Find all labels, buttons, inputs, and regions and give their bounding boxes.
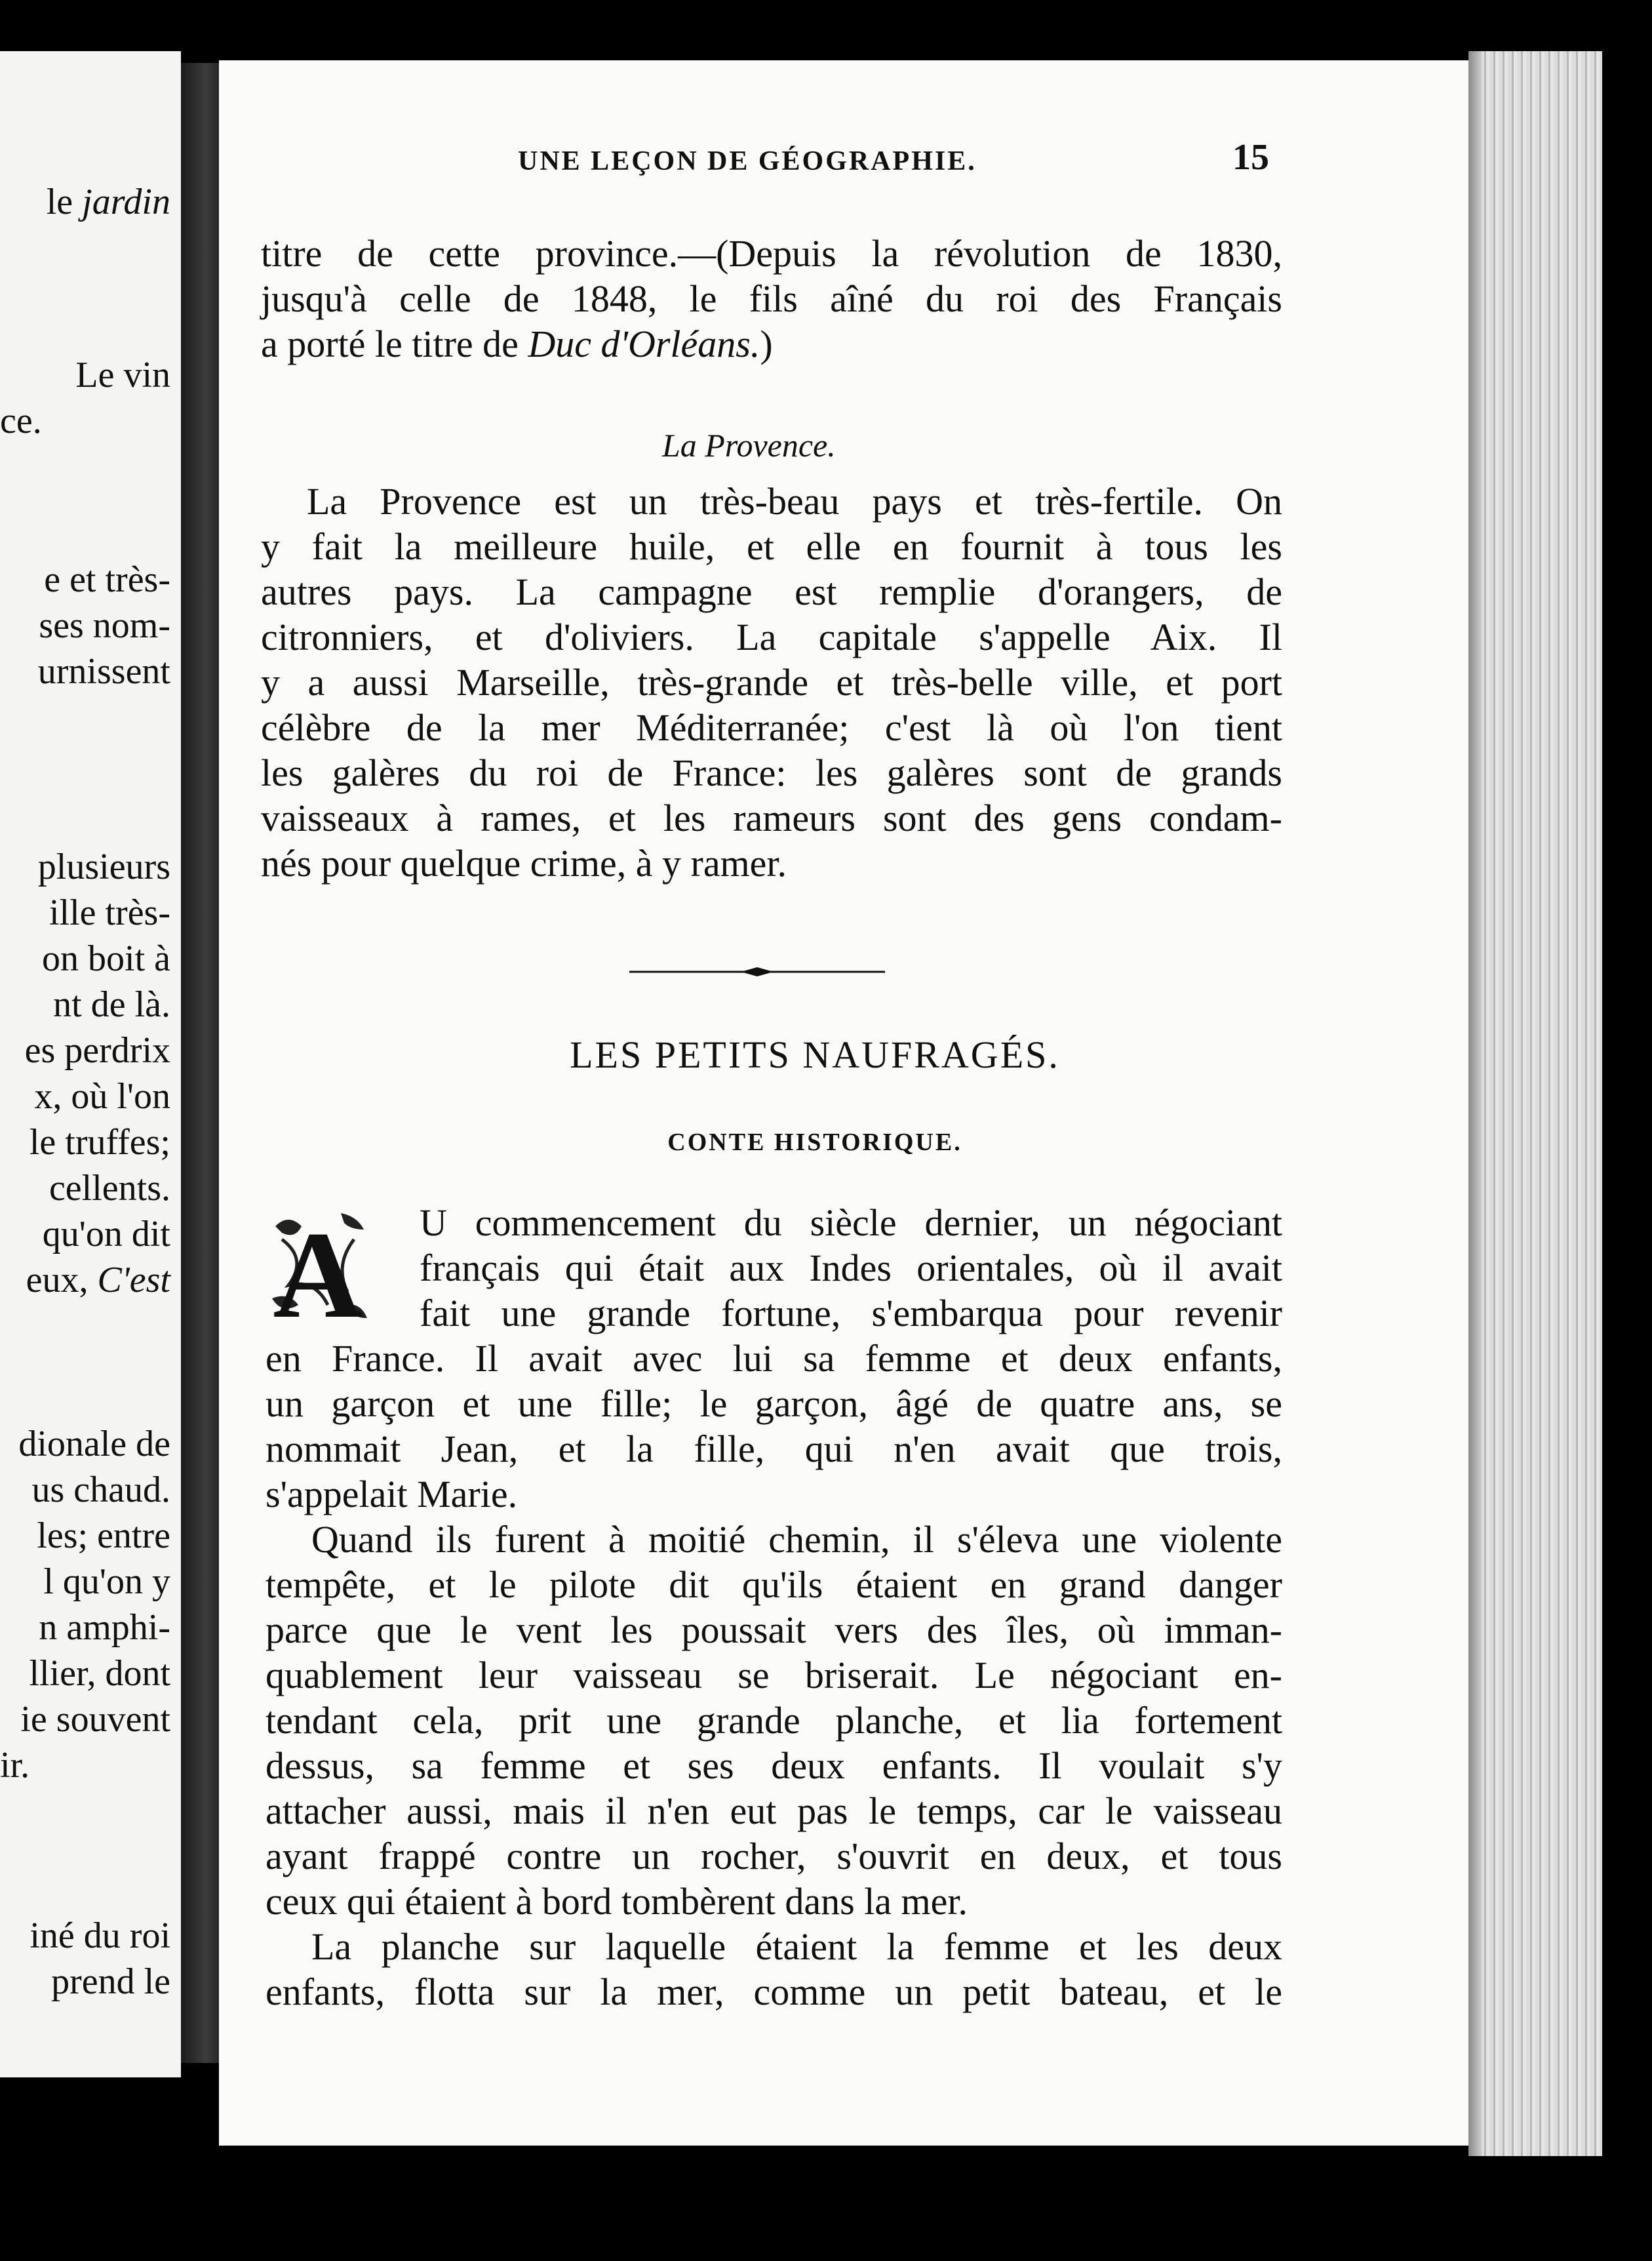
text-line: un garçon et une fille; le garçon, âgé de quatre ans, se	[266, 1382, 1282, 1425]
left-page-line: Le vin	[75, 355, 170, 395]
decorative-dropcap	[262, 1200, 374, 1331]
text-line: a porté le titre de Duc d'Orléans.)	[261, 323, 773, 365]
text-line: titre de cette province.—(Depuis la révolution de 1830,	[261, 232, 1282, 275]
running-head: UNE LEÇON DE GÉOGRAPHIE.	[518, 146, 977, 176]
left-page-line: es perdrix	[24, 1030, 170, 1071]
left-page-line: prend le	[51, 1961, 170, 2002]
left-page-line: dionale de	[18, 1424, 170, 1464]
left-page-line: us chaud.	[31, 1470, 170, 1510]
left-page-line: iné du roi	[30, 1915, 170, 1956]
left-page-line: eux, C'est	[26, 1260, 170, 1300]
text-line: y a aussi Marseille, très-grande et très-belle ville, et port	[261, 661, 1282, 704]
left-page-line: qu'on dit	[42, 1214, 170, 1254]
dropcap-letter: A	[273, 1207, 363, 1331]
page-edge-shadow	[1468, 51, 1482, 2156]
text-line: célèbre de la mer Méditerranée; c'est là où l'on tient	[261, 706, 1282, 749]
text-line: quablement leur vaisseau se briserait. Le négociant en-	[266, 1654, 1282, 1696]
story-title: LES PETITS NAUFRAGÉS.	[570, 1033, 1060, 1076]
section-title-provence: La Provence.	[662, 427, 836, 464]
page-number: 15	[1232, 137, 1269, 178]
text-line: attacher aussi, mais il n'en eut pas le temps, car le vaisseau	[266, 1790, 1282, 1832]
left-page-line: le truffes;	[29, 1122, 170, 1163]
continued-paragraph	[261, 231, 1282, 367]
left-page-line: ses nom-	[39, 605, 170, 646]
text-line: tendant cela, prit une grande planche, et lia fortement	[266, 1699, 1282, 1742]
story-paragraph-3	[266, 1924, 1282, 2014]
text-line: dessus, sa femme et ses deux enfants. Il voulait s'y	[266, 1744, 1282, 1787]
section-divider-ornament	[629, 964, 885, 980]
text-line: vaisseaux à rames, et les rameurs sont des gens condam-	[261, 797, 1282, 839]
left-page-line: llier, dont	[29, 1653, 170, 1694]
text-line: La Provence est un très-beau pays et très-fertile. On	[307, 480, 1282, 523]
text-line: enfants, flotta sur la mer, comme un petit bateau, et le	[266, 1971, 1282, 2013]
page-stack-edge	[1471, 51, 1602, 2156]
text-line: nommait Jean, et la fille, qui n'en avait que trois,	[266, 1428, 1282, 1470]
text-line: les galères du roi de France: les galères sont de grands	[261, 751, 1282, 794]
text-line: U commencement du siècle dernier, un négociant	[420, 1201, 1282, 1244]
story-paragraph-1-indented	[420, 1200, 1282, 1336]
text-line: Quand ils furent à moitié chemin, il s'éleva une violente	[311, 1518, 1282, 1561]
text-line: nés pour quelque crime, à y ramer.	[261, 842, 787, 885]
story-subtitle: CONTE HISTORIQUE.	[667, 1129, 962, 1156]
text-line: tempête, et le pilote dit qu'ils étaient en grand danger	[266, 1563, 1282, 1606]
left-page-line: ie souvent	[20, 1699, 170, 1740]
left-page-line: ir.	[0, 1745, 30, 1786]
left-page-line: cellents.	[49, 1168, 170, 1209]
text-line: parce que le vent les poussait vers des îles, où imman-	[266, 1609, 1282, 1651]
left-page-line: ce.	[0, 401, 42, 441]
left-page-line: l qu'on y	[43, 1561, 170, 1602]
left-page-line: plusieurs	[37, 847, 170, 887]
left-page-line: on boit à	[42, 938, 170, 979]
italic-phrase: Duc d'Orléans.	[528, 323, 760, 365]
text-line: y fait la meilleure huile, et elle en fournit à tous les	[261, 525, 1282, 568]
provence-paragraph	[261, 479, 1282, 886]
left-page-line: e et très-	[44, 559, 170, 600]
text-line: ayant frappé contre un rocher, s'ouvrit en deux, et tous	[266, 1835, 1282, 1877]
left-page-line: urnissent	[37, 651, 170, 692]
left-page-line: x, où l'on	[34, 1076, 170, 1117]
left-page-line: le jardin	[46, 182, 170, 222]
left-page-line: n amphi-	[39, 1607, 170, 1648]
left-page-line: ille très-	[49, 892, 170, 933]
left-page-line: les; entre	[37, 1515, 170, 1556]
story-paragraph-1-rest	[266, 1336, 1282, 1517]
text-line: jusqu'à celle de 1848, le fils aîné du roi des Français	[261, 277, 1282, 320]
text-line: en France. Il avait avec lui sa femme et deux enfants,	[266, 1337, 1282, 1380]
text-line: fait une grande fortune, s'embarqua pour revenir	[420, 1292, 1282, 1334]
text-line: français qui était aux Indes orientales, où il avait	[420, 1247, 1282, 1289]
text-line: citronniers, et d'oliviers. La capitale s'appelle Aix. Il	[261, 616, 1282, 658]
text-line: ceux qui étaient à bord tombèrent dans la mer.	[266, 1880, 968, 1923]
left-page-line: nt de là.	[53, 984, 170, 1025]
story-paragraph-2	[266, 1517, 1282, 1924]
text-line: autres pays. La campagne est remplie d'orangers, de	[261, 570, 1282, 613]
text-line: s'appelait Marie.	[266, 1473, 518, 1515]
text-line: La planche sur laquelle étaient la femme et les deux	[311, 1925, 1282, 1968]
